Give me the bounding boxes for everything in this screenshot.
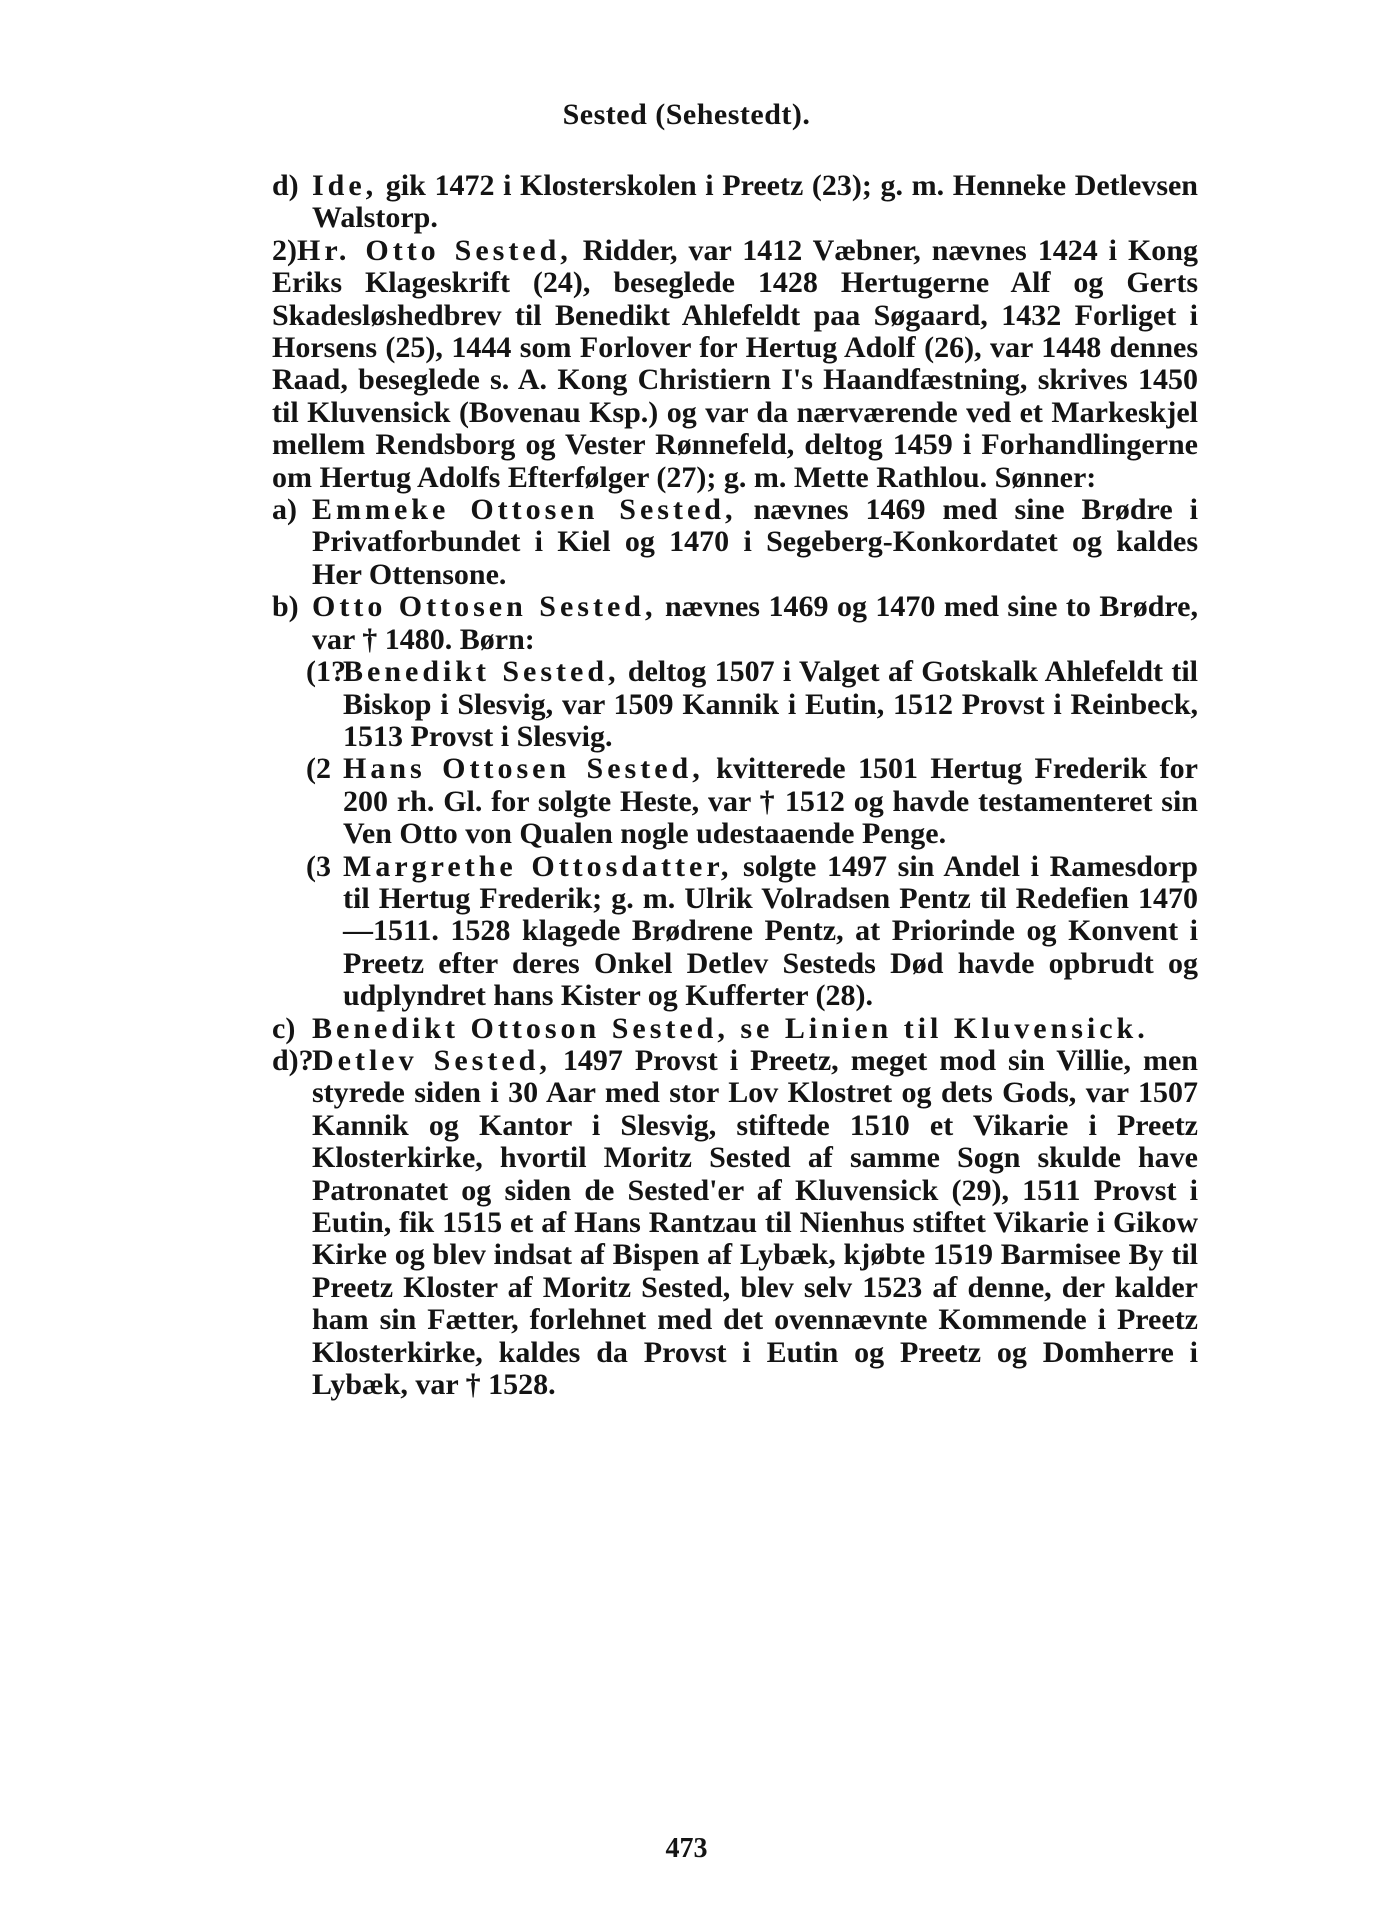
entry-emmeke <box>272 494 1198 591</box>
entry-otto-sested <box>272 235 1198 494</box>
entry-detlev <box>272 1045 1198 1401</box>
entry-marker: (2 <box>306 752 331 786</box>
text-body <box>272 170 1198 1401</box>
entry-marker: (1? <box>306 655 346 689</box>
entry-marker: d) <box>272 169 299 202</box>
entry-text: deltog 1507 i Valget af Gotskalk Ahlefeldt til Biskop i Slesvig, var 1509 Kannik i Eutin, 1512 Provst i Reinbeck, 1513 Provst i Slesvig. <box>343 655 1199 753</box>
entry-margrethe <box>272 851 1198 1013</box>
entry-name: Emmeke Ottosen Sested, <box>312 493 737 527</box>
entry-name: Benedikt Sested, <box>343 655 620 689</box>
entry-name: Detlev Sested, <box>312 1043 551 1077</box>
entry-text: solgte 1497 sin Andel i Ramesdorp til Hertug Frederik; g. m. Ulrik Volradsen Pentz til Redefien 1470—1511. 1528 klagede Brødrene Pentz, at Priorinde og Konvent i Preetz efter deres Onkel Detlev Sesteds Død havde opbrudt og udplyndret hans Kister og Kufferter (28). <box>343 849 1198 1013</box>
entry-text: kvitterede 1501 Hertug Frederik for 200 rh. Gl. for solgte Heste, var † 1512 og havde testamenteret sin Ven Otto von Qualen nogle udestaaende Penge. <box>343 752 1198 851</box>
entry-text: gik 1472 i Klosterskolen i Preetz (23); g. m. Henneke Detlevsen Walstorp. <box>312 169 1198 235</box>
entry-otto-ottosen <box>272 591 1198 656</box>
entry-text: 1497 Provst i Preetz, meget mod sin Villie, men styrede siden i 30 Aar med stor Lov Klostret og dets Gods, var 1507 Kannik og Kantor i Slesvig, stiftede 1510 et Vikarie i Preetz Klosterkirke, hvortil Moritz Sested af samme Sogn skulde have Patronatet og siden de Sested'er af Kluvensick (29), 1511 Provst i Eutin, fik 1515 et af Hans Rantzau til Nienhus stiftet Vikarie i Gikow Kirke og blev indsat af Bispen af Lybæk, kjøbte 1519 Barmisee By til Preetz Kloster af Moritz Sested, blev selv 1523 af denne, der kalder ham sin Fætter, forlehnet med det ovennævnte Kommende i Preetz Klosterkirke, kaldes da Provst i Eutin og Preetz og Domherre i Lybæk, var † 1528. <box>312 1043 1198 1402</box>
entry-name: Hr. Otto Sested, <box>297 233 572 267</box>
entry-ide <box>272 170 1198 235</box>
entry-marker: d)? <box>272 1043 314 1077</box>
entry-text: nævnes 1469 med sine Brødre i Privatforbundet i Kiel og 1470 i Segeberg-Konkordatet og kaldes Her Ottensone. <box>312 493 1198 591</box>
entry-name: Hans Ottosen Sested, <box>343 752 704 786</box>
entry-marker: 2) <box>272 233 297 267</box>
entry-marker: b) <box>272 590 299 624</box>
page-number: 473 <box>665 1833 708 1864</box>
entry-name: Margrethe Ottosdatter, <box>343 849 733 883</box>
entry-benedikt <box>272 656 1198 753</box>
running-header: Sested (Sehestedt). <box>562 98 811 131</box>
entry-text: nævnes 1469 og 1470 med sine to Brødre, var † 1480. Børn: <box>312 590 1198 656</box>
entry-benedikt-ottoson <box>272 1013 1198 1045</box>
entry-name: Otto Ottosen Sested, <box>312 590 657 624</box>
entry-text: se Linien til Kluvensick. <box>728 1011 1149 1045</box>
entry-name: Benedikt Ottoson Sested, <box>312 1011 729 1045</box>
entry-marker: (3 <box>306 849 331 883</box>
entry-marker: c) <box>272 1011 296 1045</box>
entry-name: Ide, <box>312 169 378 202</box>
entry-marker: a) <box>272 493 297 527</box>
entry-text: Ridder, var 1412 Væbner, nævnes 1424 i Kong Eriks Klageskrift (24), beseglede 1428 Hertugerne Alf og Gerts Skadesløshedbrev til Benedikt Ahlefeldt paa Søgaard, 1432 Forliget i Horsens (25), 1444 som Forlover for Hertug Adolf (26), var 1448 dennes Raad, beseglede s. A. Kong Christiern I's Haandfæstning, skrives 1450 til Kluvensick (Bovenau Ksp.) og var da nærværende ved et Markeskjel mellem Rendsborg og Vester Rønnefeld, deltog 1459 i Forhandlingerne om Hertug Adolfs Efterfølger (27); g. m. Mette Rathlou. Sønner: <box>272 233 1198 494</box>
entry-hans <box>272 753 1198 850</box>
